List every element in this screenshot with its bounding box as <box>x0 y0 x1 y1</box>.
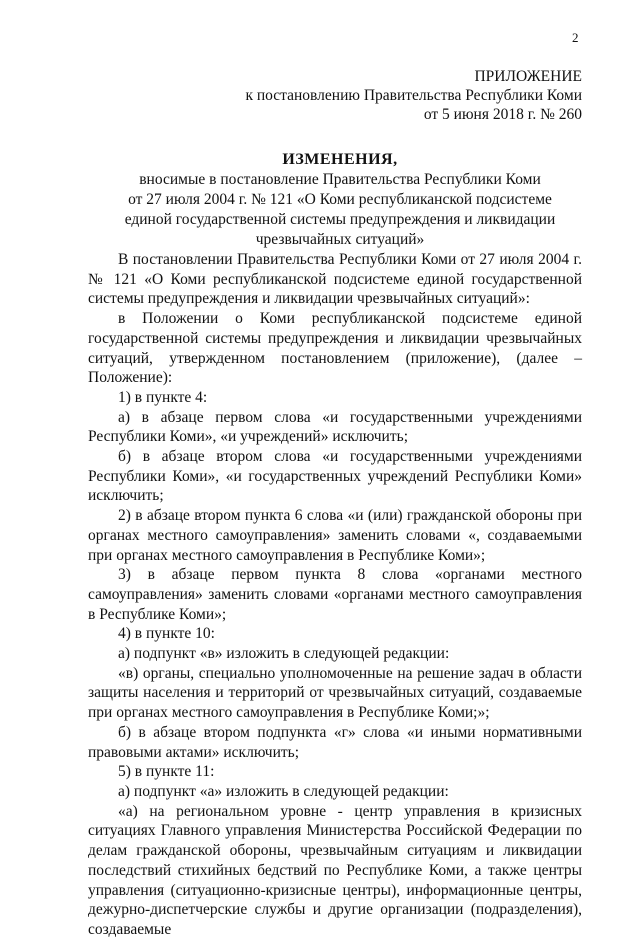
paragraph: «в) органы, специально уполномоченные на решение задач в области защиты населения и территорий от чрезвычайных ситуаций, создаваемые при органах местного самоуправления в Республике Коми;»; <box>88 664 582 722</box>
paragraph: 2) в абзаце втором пункта 6 слова «и (или) гражданской обороны при органах местного самоуправления» заменить словами «, создаваемыми при органах местного самоуправления в Республике Коми»; <box>88 507 582 564</box>
document-heading <box>120 150 560 250</box>
paragraph: 1) в пункте 4: <box>118 388 208 406</box>
paragraph: в Положении о Коми республиканской подсистеме единой государственной системы предупреждения и ликвидации чрезвычайных ситуаций, утвержденном постановлением (приложение), (далее – Положение): <box>88 310 582 387</box>
paragraph: «а) на региональном уровне - центр управления в кризисных ситуациях Главного управления Министерства Российской Федерации по делам гражданской обороны, чрезвычайным ситуациям и ликвидации последствий стихийных бедствий по Республике Коми, а также центры управления (ситуационно-кризисные центры), информационные центры, дежурно-диспетчерские службы и другие организации (подразделения), создаваемые <box>88 802 582 938</box>
paragraph: 3) в абзаце первом пункта 8 слова «органами местного самоуправления» заменить словами «органами местного самоуправления в Республике Коми»; <box>88 566 582 623</box>
page-number: 2 <box>572 30 579 45</box>
heading-line-4: чрезвычайных ситуаций» <box>255 231 425 248</box>
heading-line-3: единой государственной системы предупреждения и ликвидации <box>124 211 556 228</box>
heading-line-2: от 27 июля 2004 г. № 121 «О Коми республиканской подсистеме <box>128 191 552 208</box>
appendix-block <box>162 67 582 124</box>
paragraph: а) в абзаце первом слова «и государственными учреждениями Республики Коми», «и учреждений» исключить; <box>88 408 582 446</box>
heading-line-1: вносимые в постановление Правительства Республики Коми <box>139 171 541 188</box>
appendix-date: от 5 июня 2018 г. № 260 <box>423 106 582 123</box>
paragraph: а) подпункт «а» изложить в следующей редакции: <box>118 782 449 800</box>
appendix-label: ПРИЛОЖЕНИЕ <box>474 68 582 85</box>
paragraph: б) в абзаце втором слова «и государственными учреждениями Республики Коми», «и государственных учреждений Республики Коми» исключить; <box>88 448 582 505</box>
paragraph: а) подпункт «в» изложить в следующей редакции: <box>118 645 450 663</box>
paragraph: б) в абзаце втором подпункта «г» слова «и иными нормативными правовыми актами» исключить; <box>88 723 582 761</box>
appendix-reference: к постановлению Правительства Республики Коми <box>245 87 582 104</box>
document-body <box>88 250 582 940</box>
paragraph: 5) в пункте 11: <box>118 763 215 781</box>
paragraph: 4) в пункте 10: <box>118 625 215 643</box>
paragraph: В постановлении Правительства Республики Коми от 27 июля 2004 г. № 121 «О Коми республиканской подсистеме единой государственной системы предупреждения и ликвидации чрезвычайных ситуаций»: <box>88 251 582 308</box>
document-title: ИЗМЕНЕНИЯ, <box>282 151 398 168</box>
